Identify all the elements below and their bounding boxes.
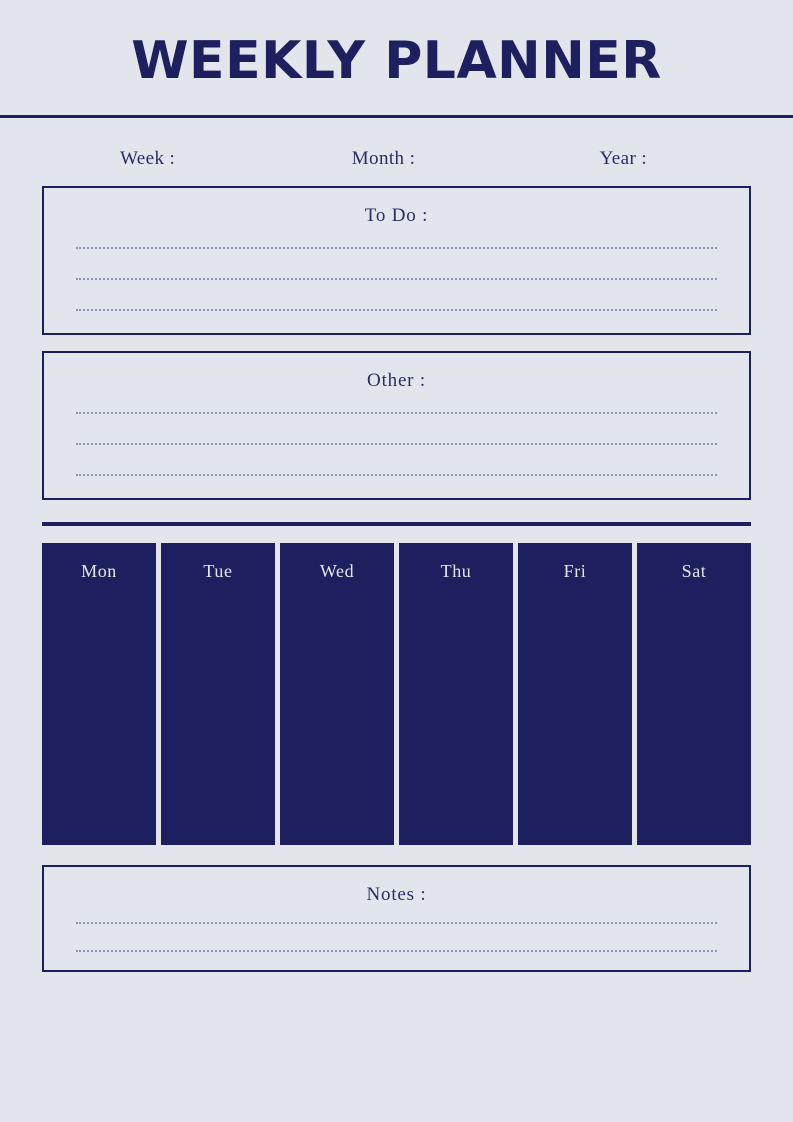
day-column-thu[interactable]	[399, 543, 513, 845]
day-column-mon[interactable]	[42, 543, 156, 845]
page-title: WEEKLY PLANNER	[131, 31, 662, 91]
notes-section	[42, 865, 751, 972]
month-field-label[interactable]: Month :	[351, 147, 416, 169]
other-writing-lines[interactable]	[44, 396, 749, 498]
week-field-label[interactable]: Week :	[120, 147, 176, 169]
title-divider	[0, 115, 793, 118]
todo-section-title: To Do :	[364, 204, 429, 226]
day-column-tue[interactable]	[161, 543, 275, 845]
writing-line[interactable]	[76, 950, 717, 952]
day-column-wed[interactable]	[280, 543, 394, 845]
day-label: Fri	[563, 560, 587, 581]
todo-writing-lines[interactable]	[44, 231, 749, 333]
other-section	[42, 351, 751, 500]
year-field-label[interactable]: Year :	[599, 147, 648, 169]
day-column-sat[interactable]	[637, 543, 751, 845]
day-label: Mon	[81, 560, 117, 581]
notes-section-title: Notes :	[366, 883, 427, 905]
todo-section	[42, 186, 751, 335]
writing-line[interactable]	[76, 247, 717, 249]
day-column-fri[interactable]	[518, 543, 632, 845]
day-label: Wed	[319, 560, 355, 581]
writing-line[interactable]	[76, 309, 717, 311]
day-label: Sat	[681, 560, 707, 581]
notes-writing-lines[interactable]	[44, 910, 749, 970]
writing-line[interactable]	[76, 412, 717, 414]
other-section-title: Other :	[367, 369, 426, 391]
day-label: Tue	[203, 560, 233, 581]
writing-line[interactable]	[76, 443, 717, 445]
week-grid	[42, 543, 751, 845]
title-block	[0, 0, 793, 89]
meta-row	[0, 148, 793, 170]
writing-line[interactable]	[76, 474, 717, 476]
day-label: Thu	[440, 560, 472, 581]
writing-line[interactable]	[76, 922, 717, 924]
writing-line[interactable]	[76, 278, 717, 280]
week-divider	[42, 522, 751, 526]
